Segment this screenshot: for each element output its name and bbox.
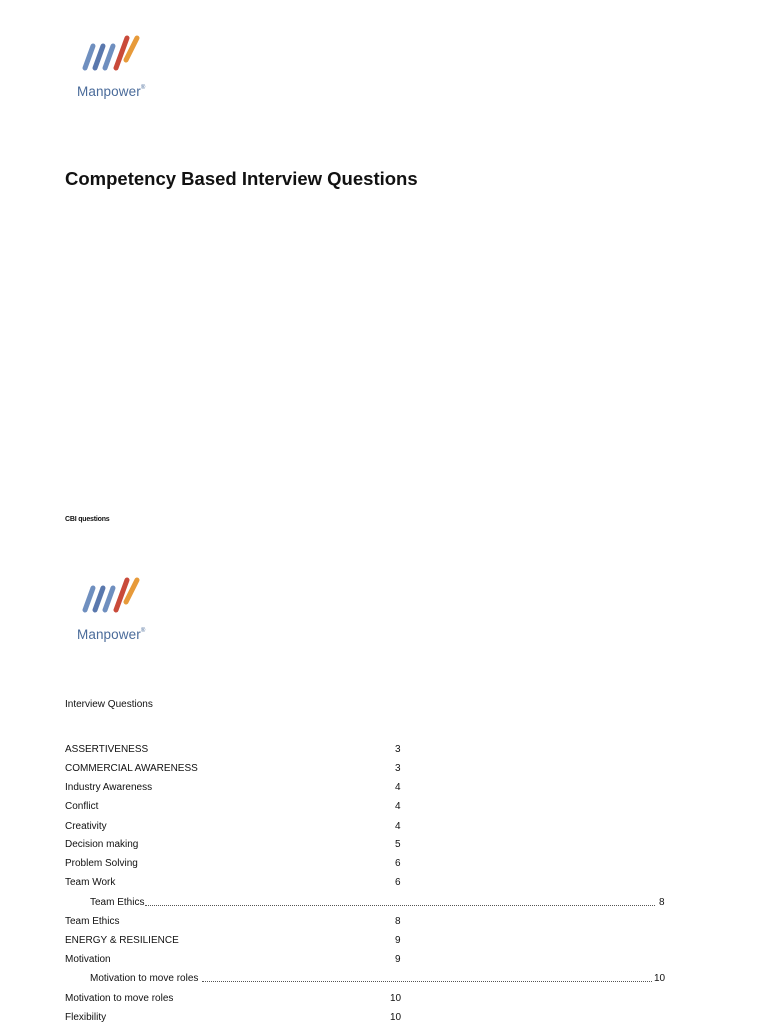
- brand-name: Manpower®: [77, 627, 146, 642]
- dot-leader: [145, 905, 655, 906]
- toc-entry-page: 10: [390, 1012, 402, 1023]
- manpower-logo: [65, 34, 175, 104]
- toc-subentry[interactable]: [90, 972, 668, 986]
- footer-note: CBI questions: [65, 516, 110, 523]
- toc-entry-page: 4: [395, 782, 401, 793]
- dot-leader: [202, 981, 652, 982]
- toc-entry-page: 5: [395, 839, 401, 850]
- toc-subentry[interactable]: [90, 896, 668, 910]
- manpower-stripes-icon: [79, 34, 149, 74]
- toc-entry-page: 3: [395, 744, 401, 755]
- toc-entry-label: Motivation to move roles: [65, 993, 174, 1004]
- toc-heading: Interview Questions: [65, 699, 153, 710]
- toc-entry-label: Industry Awareness: [65, 782, 153, 793]
- toc-entry-page: 8: [395, 916, 401, 927]
- toc-entry-label: Team Ethics: [90, 897, 145, 908]
- document-title: Competency Based Interview Questions: [65, 168, 418, 189]
- toc-entry-page: 4: [395, 801, 401, 812]
- toc-entry-page: 3: [395, 763, 401, 774]
- toc-entry-label: Creativity: [65, 821, 107, 832]
- toc-entry-page: 9: [395, 954, 401, 965]
- toc-entry-label: Conflict: [65, 801, 99, 812]
- toc-entry-label: Motivation: [65, 954, 111, 965]
- toc-entry-label: ENERGY & RESILIENCE: [65, 935, 179, 946]
- toc-entry-page: 6: [395, 877, 401, 888]
- toc-entry-label: Team Work: [65, 877, 116, 888]
- toc-entry-page: 6: [395, 858, 401, 869]
- toc-entry-page: 4: [395, 821, 401, 832]
- toc-entry-label: COMMERCIAL AWARENESS: [65, 763, 198, 774]
- manpower-logo-secondary: [65, 576, 175, 646]
- toc-entry-label: Flexibility: [65, 1012, 107, 1023]
- toc-entry-page: 10: [654, 973, 666, 984]
- brand-name: Manpower®: [77, 84, 146, 99]
- toc-entry-label: Motivation to move roles: [90, 973, 199, 984]
- toc-entry-label: Problem Solving: [65, 858, 138, 869]
- manpower-stripes-icon: [79, 576, 149, 616]
- toc-entry-page: 9: [395, 935, 401, 946]
- toc-entry-label: ASSERTIVENESS: [65, 744, 149, 755]
- toc-entry-page: 8: [659, 897, 665, 908]
- toc-entry-label: Decision making: [65, 839, 139, 850]
- toc-entry-label: Team Ethics: [65, 916, 120, 927]
- toc-entry-page: 10: [390, 993, 402, 1004]
